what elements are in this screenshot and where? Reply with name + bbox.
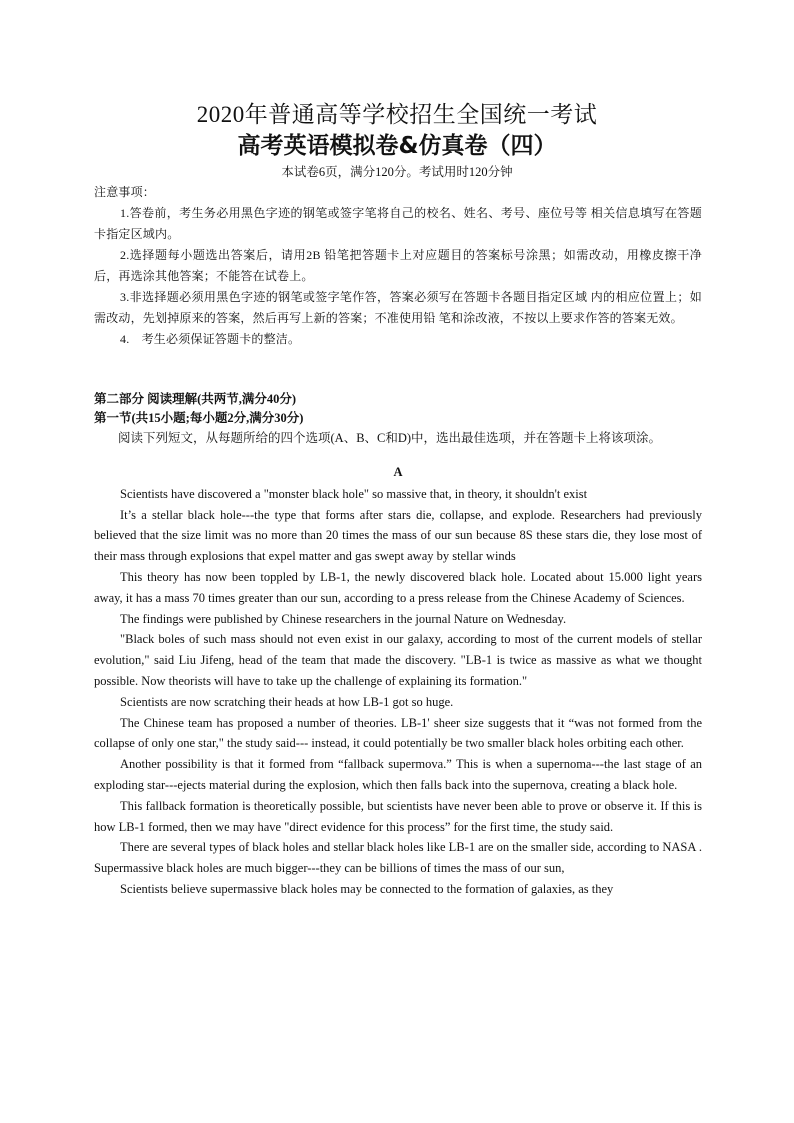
instruction-text: 阅读下列短文，从每题所给的四个选项(A、B、C和D)中，选出最佳选项，并在答题卡上将该项涂。 — [118, 431, 662, 445]
passage-paragraph: Scientists are now scratching their heads at how LB-1 got so huge. — [120, 694, 454, 709]
notice-heading: 注意事项： — [94, 185, 156, 199]
passage-paragraph: The Chinese team has proposed a number of theories. LB-1' sheer size suggests that it “was not formed from the collapse of only one star," the study said--- instead, it could potentially be two smaller black holes orbiting each other. — [94, 715, 702, 751]
passage-paragraph: Another possibility is that it formed from “fallback supermova.” This is when a supernoma---the last stage of an exploding star---ejects material during the explosion, which then falls back into the supernova, creating a black hole. — [94, 757, 702, 792]
passage-paragraph: This theory has now been toppled by LB-1, the newly discovered black hole. Located about 15.000 light years away, it has a mass 70 times greater than our sun, according to a press release from the Chinese Academy of Sciences. — [94, 569, 702, 605]
notice-item: 4. 考生必须保证答题卡的整洁。 — [120, 332, 301, 346]
notice-item: 2.选择题每小题选出答案后，请用2B 铅笔把答题卡上对应题目的答案标号涂黑；如需改动，用橡皮擦干净后，再选涂其他答案；不能答在试卷上。 — [94, 248, 702, 283]
notice-item: 3.非选择题必须用黑色字迹的钢笔或签字笔作答，答案必须写在答题卡各题目指定区域 内的相应位置上；如需改动，先划掉原来的答案，然后再写上新的答案；不准使用铅 笔和涂改液，不按以上要求作答的答案无效。 — [94, 290, 702, 325]
passage-paragraph: Scientists have discovered a "monster black hole" so massive that, in theory, it shouldn't exist — [120, 486, 588, 501]
exam-title: 2020年普通高等学校招生全国统一考试 — [196, 102, 598, 127]
passage-label: A — [393, 465, 403, 479]
subpart-heading: 第一节(共15小题;每小题2分,满分30分) — [94, 411, 304, 425]
passage-paragraph: Scientists believe supermassive black holes may be connected to the formation of galaxies, as they — [120, 881, 614, 896]
exam-subtitle-title: 高考英语模拟卷&仿真卷（四） — [237, 133, 557, 159]
reading-section-header — [94, 390, 702, 448]
part-heading: 第二部分 阅读理解(共两节,满分40分) — [94, 392, 297, 406]
passage-paragraph: The findings were published by Chinese researchers in the journal Nature on Wednesday. — [120, 611, 567, 626]
passage-paragraph: "Black boles of such mass should not even exist in our galaxy, according to most of the current models of stellar evolution," said Liu Jifeng, head of the team that made the discovery. "LB-1 is twice as massive as what we thought possible. Now theorists will have to take up the challenge of explaining its formation." — [94, 632, 702, 688]
passage-paragraph: There are several types of black holes and stellar black holes like LB-1 are on the smaller side, according to NASA . Supermassive black holes are much bigger---they can be billions of times the mass of our sun, — [94, 840, 702, 876]
notice-item: 1.答卷前，考生务必用黑色字迹的钢笔或签字笔将自己的校名、姓名、考号、座位号等 相关信息填写在答题卡指定区域内。 — [94, 206, 702, 241]
passage-a — [94, 462, 702, 900]
notice-section — [94, 182, 702, 350]
passage-paragraph: This fallback formation is theoretically possible, but scientists have never been able to prove or observe it. If this is how LB-1 formed, then we may have "direct evidence for this process” for the first time, the study said. — [94, 798, 702, 834]
passage-paragraph: It’s a stellar black hole---the type that forms after stars die, collapse, and explode. Researchers had previously believed that the size limit was no more than 20 times the mass of our sun because 8S these stars die, they lose most of their mass through explosions that expel matter and gas swept away by stellar winds — [94, 507, 702, 564]
exam-info: 本试卷6页，满分120分。考试用时120分钟 — [281, 165, 513, 179]
